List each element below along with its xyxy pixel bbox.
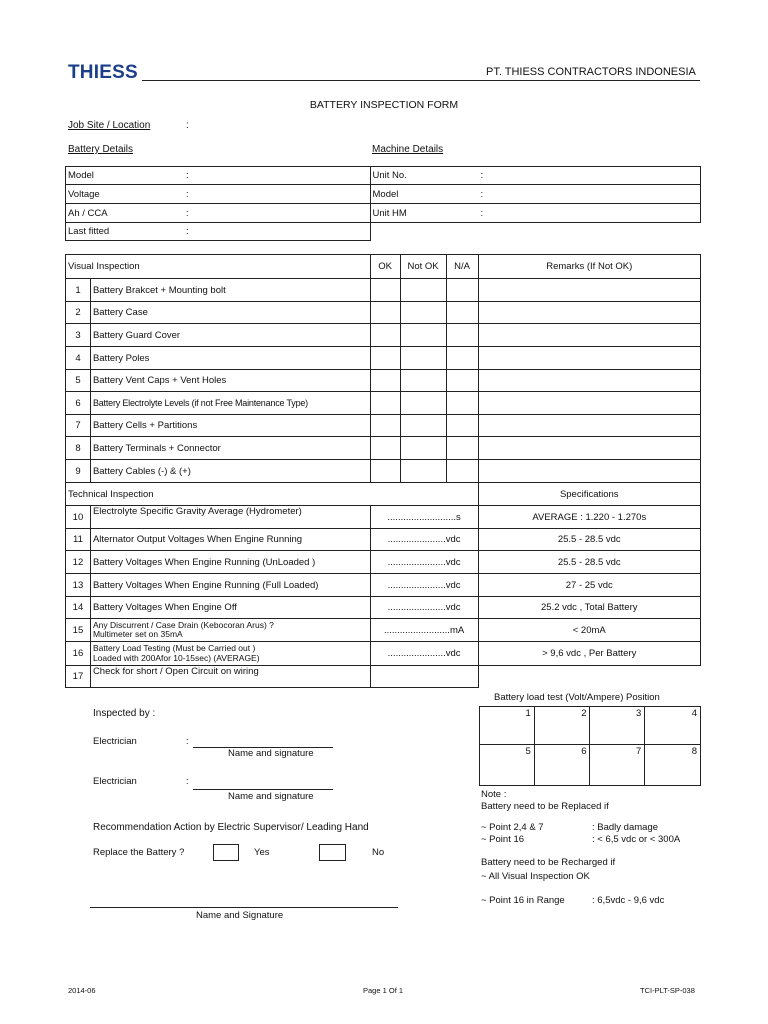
item-text-line1: Battery Load Testing (Must be Carried out ) [92, 643, 256, 653]
spec-value: < 20mA [478, 619, 700, 642]
table-row [66, 551, 701, 574]
item-no: 5 [66, 370, 91, 392]
ok-cell[interactable] [370, 302, 400, 324]
item-no: 17 [66, 666, 91, 688]
table-row [66, 370, 701, 392]
table-row [66, 415, 701, 437]
battery-last-fitted-label: Last fitted [68, 226, 110, 237]
inspected-by-heading: Inspected by : [93, 708, 156, 719]
position-cell[interactable]: 3 [590, 707, 645, 745]
battery-model-label: Model [68, 170, 94, 181]
battery-voltage-cell[interactable] [66, 185, 371, 204]
replace-item-1-left: ~ Point 2,4 & 7 [481, 822, 544, 833]
remarks-cell[interactable] [478, 324, 700, 347]
ok-cell[interactable] [370, 324, 400, 347]
spec-value: AVERAGE : 1.220 - 1.270s [478, 506, 700, 529]
position-cell[interactable]: 6 [534, 745, 590, 786]
na-cell[interactable] [446, 370, 478, 392]
position-cell[interactable]: 2 [534, 707, 590, 745]
item-text: Check for short / Open Circuit on wiring [90, 666, 370, 688]
table-row [66, 279, 701, 302]
item-text: Battery Cells + Partitions [90, 415, 370, 437]
header-rule [142, 80, 700, 81]
item-no: 13 [66, 574, 91, 597]
machine-details-heading: Machine Details [372, 144, 444, 155]
item-text [90, 619, 370, 642]
unit-hm-label: Unit HM [372, 207, 407, 219]
inspection-table [65, 254, 701, 688]
na-cell[interactable] [446, 347, 478, 370]
item-text-line2: Multimeter set on 35mA [92, 629, 183, 639]
supervisor-signature-caption: Name and Signature [196, 910, 284, 921]
item-text: Battery Brakcet + Mounting bolt [90, 279, 370, 302]
col-ok: OK [370, 255, 400, 279]
electrician-2-caption: Name and signature [228, 791, 314, 802]
col-remarks: Remarks (If Not OK) [478, 255, 700, 279]
table-row [66, 437, 701, 460]
measured-value-field[interactable]: ......................vdc [370, 551, 478, 574]
empty-cell [370, 223, 700, 241]
remarks-cell[interactable] [478, 370, 700, 392]
item-text: Battery Voltages When Engine Running (UnLoaded ) [90, 551, 370, 574]
table-row [66, 392, 701, 415]
position-cell[interactable]: 7 [590, 745, 645, 786]
item-text: Battery Electrolyte Levels (if not Free Maintenance Type) [90, 392, 370, 415]
item-no: 1 [66, 279, 91, 302]
battery-ah-label: Ah / CCA [68, 207, 108, 219]
electrician-2-signature-line[interactable] [193, 789, 333, 790]
footer-code: TCI-PLT-SP-038 [640, 986, 695, 995]
table-row [66, 642, 701, 666]
measured-value-field[interactable]: ......................vdc [370, 574, 478, 597]
not-ok-cell[interactable] [400, 460, 446, 483]
na-cell[interactable] [446, 415, 478, 437]
recharge-item: ~ All Visual Inspection OK [481, 871, 590, 882]
spec-value: 27 - 25 vdc [478, 574, 700, 597]
no-label: No [372, 847, 385, 858]
unit-no-cell[interactable] [370, 167, 700, 185]
col-not-ok: Not OK [400, 255, 446, 279]
na-cell[interactable] [446, 302, 478, 324]
item-no: 4 [66, 347, 91, 370]
item-no: 7 [66, 415, 91, 437]
colon: : [480, 207, 484, 219]
table-row [66, 529, 701, 551]
item-no: 8 [66, 437, 91, 460]
not-ok-cell[interactable] [400, 415, 446, 437]
ok-cell[interactable] [370, 279, 400, 302]
unit-hm-cell[interactable] [370, 204, 700, 223]
unit-no-label: Unit No. [372, 170, 407, 181]
item-text: Battery Voltages When Engine Off [90, 597, 370, 619]
item-no: 2 [66, 302, 91, 324]
ok-cell[interactable] [370, 460, 400, 483]
item-text: Electrolyte Specific Gravity Average (Hydrometer) [90, 506, 370, 529]
replace-item-2-left: ~ Point 16 [481, 834, 525, 845]
not-ok-cell[interactable] [400, 370, 446, 392]
replace-battery-label: Replace the Battery ? [93, 847, 185, 858]
item-no: 11 [66, 529, 91, 551]
replace-item-1-right: : Badly damage [592, 822, 659, 833]
measured-value-field[interactable]: ..........................s [370, 506, 478, 529]
item-text: Battery Voltages When Engine Running (Full Loaded) [90, 574, 370, 597]
remarks-cell[interactable] [478, 415, 700, 437]
battery-details-heading: Battery Details [68, 144, 134, 155]
remarks-cell[interactable] [478, 392, 700, 415]
item-text-line2: Loaded with 200Afor 10-15sec) (AVERAGE) [92, 652, 260, 663]
form-title: BATTERY INSPECTION FORM [309, 99, 459, 111]
item-text: Battery Cables (-) & (+) [90, 460, 370, 483]
job-site-colon: : [186, 120, 189, 131]
not-ok-cell[interactable] [400, 324, 446, 347]
item-text: Battery Guard Cover [90, 324, 370, 347]
item-no: 12 [66, 551, 91, 574]
ok-cell[interactable] [370, 392, 400, 415]
measured-value-field[interactable]: .........................mA [370, 619, 478, 642]
remarks-cell[interactable] [478, 347, 700, 370]
col-na: N/A [446, 255, 478, 279]
footer-date: 2014-06 [68, 986, 96, 995]
company-name: PT. THIESS CONTRACTORS INDONESIA [486, 66, 696, 78]
load-test-title: Battery load test (Volt/Ampere) Position [494, 692, 660, 703]
item-no: 14 [66, 597, 91, 619]
battery-ah-cell[interactable] [66, 204, 371, 223]
ok-cell[interactable] [370, 347, 400, 370]
colon: : [186, 170, 189, 181]
table-row [66, 302, 701, 324]
spec-value: 25.2 vdc , Total Battery [478, 597, 700, 619]
spec-value: 25.5 - 28.5 vdc [478, 551, 700, 574]
colon: : [186, 226, 189, 237]
not-ok-cell[interactable] [400, 347, 446, 370]
not-ok-cell[interactable] [400, 437, 446, 460]
table-row [66, 347, 701, 370]
item-text: Alternator Output Voltages When Engine Running [90, 529, 370, 551]
load-test-grid [479, 706, 701, 786]
item-no: 10 [66, 506, 91, 529]
visual-inspection-heading: Visual Inspection [66, 255, 371, 279]
position-cell[interactable]: 8 [645, 745, 701, 786]
supervisor-signature-line[interactable] [90, 907, 398, 908]
item-text: Battery Poles [90, 347, 370, 370]
ok-cell[interactable] [370, 370, 400, 392]
item-no: 3 [66, 324, 91, 347]
battery-model-cell[interactable] [66, 167, 371, 185]
position-cell[interactable]: 4 [645, 707, 701, 745]
colon: : [480, 170, 484, 181]
item-text-line1: Any Discurrent / Case Drain (Kebocoran Arus) ? [92, 619, 274, 630]
electrician-1-label: Electrician [93, 736, 137, 747]
battery-voltage-label: Voltage [68, 188, 100, 200]
measured-value-field[interactable]: ......................vdc [370, 529, 478, 551]
table-row [66, 666, 701, 688]
spec-value: > 9,6 vdc , Per Battery [478, 642, 700, 666]
machine-model-cell[interactable] [370, 185, 700, 204]
table-row [66, 574, 701, 597]
battery-last-fitted-cell[interactable] [66, 223, 371, 241]
yes-label: Yes [254, 847, 270, 858]
recommendation-heading: Recommendation Action by Electric Supervisor/ Leading Hand [93, 822, 369, 833]
details-table [65, 166, 701, 241]
measured-value-field[interactable] [370, 666, 478, 688]
table-row [66, 460, 701, 483]
item-text: Battery Case [90, 302, 370, 324]
item-text: Battery Vent Caps + Vent Holes [90, 370, 370, 392]
colon: : [480, 188, 484, 200]
position-cell[interactable]: 1 [480, 707, 535, 745]
remarks-cell[interactable] [478, 302, 700, 324]
item-no: 6 [66, 392, 91, 415]
replace-heading: Battery need to be Replaced if [481, 801, 609, 812]
range-right: : 6,5vdc - 9,6 vdc [592, 895, 665, 906]
recharge-heading: Battery need to be Recharged if [481, 857, 616, 868]
machine-model-label: Model [372, 188, 399, 200]
table-row [66, 619, 701, 642]
table-row [66, 597, 701, 619]
item-text [90, 642, 370, 666]
na-cell[interactable] [446, 279, 478, 302]
item-no: 16 [66, 642, 91, 666]
spec-value: 25.5 - 28.5 vdc [478, 529, 700, 551]
footer-page: Page 1 Of 1 [363, 986, 404, 995]
ok-cell[interactable] [370, 437, 400, 460]
position-cell[interactable]: 5 [480, 745, 535, 786]
electrician-2-label: Electrician [93, 776, 137, 787]
electrician-1-colon: : [186, 736, 189, 747]
thiess-logo: THIESS [68, 62, 138, 83]
na-cell[interactable] [446, 392, 478, 415]
no-checkbox[interactable] [319, 844, 346, 861]
not-ok-cell[interactable] [400, 302, 446, 324]
measured-value-field[interactable]: ......................vdc [370, 642, 478, 666]
job-site-label: Job Site / Location [68, 120, 151, 131]
not-ok-cell[interactable] [400, 392, 446, 415]
item-no: 15 [66, 619, 91, 642]
measured-value-field[interactable]: ......................vdc [370, 597, 478, 619]
remarks-cell[interactable] [478, 279, 700, 302]
table-row [66, 324, 701, 347]
remarks-cell[interactable] [478, 437, 700, 460]
not-ok-cell[interactable] [400, 279, 446, 302]
remarks-cell[interactable] [478, 460, 700, 483]
na-cell[interactable] [446, 460, 478, 483]
empty-cell [478, 666, 700, 688]
na-cell[interactable] [446, 324, 478, 347]
item-no: 9 [66, 460, 91, 483]
electrician-1-caption: Name and signature [228, 748, 314, 759]
yes-checkbox[interactable] [213, 844, 239, 861]
specifications-heading: Specifications [478, 483, 700, 506]
na-cell[interactable] [446, 437, 478, 460]
table-row [66, 506, 701, 529]
electrician-2-colon: : [186, 776, 189, 787]
colon: : [186, 188, 189, 200]
item-text: Battery Terminals + Connector [90, 437, 370, 460]
technical-inspection-heading: Technical Inspection [66, 483, 479, 506]
range-left: ~ Point 16 in Range [481, 895, 565, 906]
note-title: Note : [481, 789, 507, 800]
replace-item-2-right: : < 6,5 vdc or < 300A [592, 834, 681, 845]
ok-cell[interactable] [370, 415, 400, 437]
colon: : [186, 207, 189, 219]
